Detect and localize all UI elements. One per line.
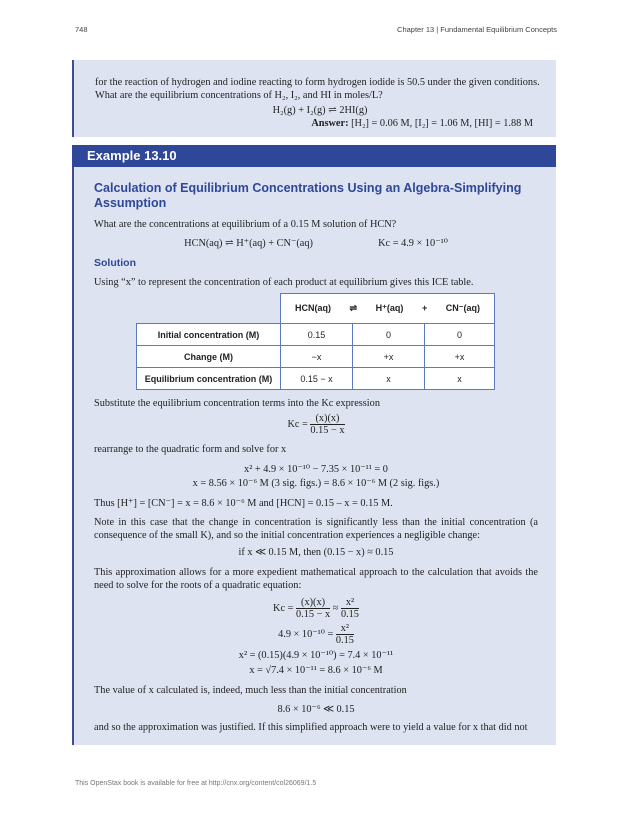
note-text: Note in this case that the change in concentration is significantly less than the initial concentration (a consequence of the small K), and so the initial concentration experiences a negligible change: (94, 517, 538, 541)
ice-cell: 0.15 − x (281, 368, 353, 390)
approximation: if x ≪ 0.15 M, then (0.15 − x) ≈ 0.15 (238, 547, 394, 558)
ice-cell: 0 (425, 324, 495, 346)
ice-header-cell (281, 294, 495, 324)
example-label: Example 13.10 (72, 145, 556, 167)
exercise-answer (95, 117, 545, 130)
answer-label: Answer: (311, 118, 349, 129)
value-text: The value of x calculated is, indeed, much less than the initial concentration (94, 685, 407, 696)
kc-denominator: 0.15 − x (310, 425, 345, 436)
s1-fraction-2 (341, 597, 359, 620)
chapter-header: Chapter 13 | Fundamental Equilibrium Concepts (397, 25, 557, 34)
s2-fraction (336, 623, 354, 646)
kc-fraction (310, 413, 344, 436)
ice-cell: +x (425, 346, 495, 368)
ice-row-label: Change (M) (137, 346, 281, 368)
ice-header-cn: CN⁻(aq) (445, 303, 480, 313)
ice-header-plus: + (421, 303, 428, 313)
ice-table (136, 293, 495, 390)
rearrange-text: rearrange to the quadratic form and solve for x (94, 444, 287, 455)
s1-den1: 0.15 − x (296, 609, 331, 620)
exercise-equation: H₂(g) + I₂(g) ⇌ 2HI(g) (272, 105, 368, 116)
answer-text: [H₂] = 0.06 M, [I₂] = 1.06 M, [HI] = 1.88 M (351, 118, 533, 129)
ice-row-label: Equilibrium concentration (M) (137, 368, 281, 390)
ice-row-equilibrium (137, 368, 495, 390)
ice-cell: 0.15 (281, 324, 353, 346)
ice-header-h: H⁺(aq) (375, 303, 404, 313)
s1-num1: (x)(x) (296, 597, 330, 609)
s1-fraction-1 (296, 597, 330, 620)
ice-cell: +x (353, 346, 425, 368)
ice-row-initial (137, 324, 495, 346)
reaction-equation (94, 237, 538, 249)
comparison: 8.6 × 10⁻⁶ ≪ 0.15 (277, 704, 355, 715)
simplified-step-2 (94, 623, 538, 646)
ice-intro: Using “x” to represent the concentration of each product at equilibrium gives this ICE table. (94, 277, 474, 288)
s1-approx-sign: ≈ (332, 602, 339, 614)
last-text: and so the approximation was justified. If this simplified approach were to yield a value for x that did not (94, 722, 528, 733)
s2-left: 4.9 × 10⁻¹⁰ = (278, 628, 334, 640)
s1-den2: 0.15 (340, 609, 359, 620)
footer: This OpenStax book is available for free at http://cnx.org/content/col26069/1.5 (75, 780, 317, 787)
solution-heading: Solution (94, 257, 136, 269)
ice-cell: x (353, 368, 425, 390)
allows-text: This approximation allows for a more expedient mathematical approach to the calculation that avoids the need to solve for the roots of a quadratic equation: (94, 567, 538, 591)
ice-row-change (137, 346, 495, 368)
s2-den: 0.15 (335, 635, 354, 646)
thus-text: Thus [H⁺] = [CN⁻] = x = 8.6 × 10⁻⁶ M and [HCN] = 0.15 – x = 0.15 M. (94, 498, 393, 509)
quadratic-solution: x = 8.56 × 10⁻⁶ M (3 sig. figs.) = 8.6 × 10⁻⁶ M (2 sig. figs.) (192, 478, 440, 489)
kc-expression (94, 413, 538, 436)
ice-header-hcn: HCN(aq) (295, 303, 331, 313)
kc-value: Kc = 4.9 × 10⁻¹⁰ (378, 238, 448, 249)
kc-numerator: (x)(x) (310, 413, 344, 425)
quadratic-equation: x² + 4.9 × 10⁻¹⁰ − 7.35 × 10⁻¹¹ = 0 (244, 464, 388, 475)
ice-header-arrow: ⇌ (349, 303, 358, 313)
s2-num: x² (336, 623, 354, 635)
ice-row-label: Initial concentration (M) (137, 324, 281, 346)
simplified-step-3: x² = (0.15)(4.9 × 10⁻¹⁰) = 7.4 × 10⁻¹¹ (238, 650, 394, 661)
page-number: 748 (75, 25, 88, 34)
previous-exercise-text (95, 76, 545, 130)
substitute-text: Substitute the equilibrium concentration terms into the Kc expression (94, 398, 380, 409)
exercise-question: for the reaction of hydrogen and iodine reacting to form hydrogen iodide is 50.5 under the given conditions. What are the equilibrium concentrations of H₂, I₂, and HI in moles/L? (95, 77, 540, 101)
example-title: Calculation of Equilibrium Concentrations Using an Algebra-Simplifying Assumption (94, 181, 522, 210)
s1-left: Kc = (273, 602, 294, 614)
simplified-step-4: x = √7.4 × 10⁻¹¹ = 8.6 × 10⁻⁶ M (249, 665, 383, 676)
ice-header-row (137, 294, 495, 324)
kc-expr-left: Kc = (287, 418, 308, 430)
example-question: What are the concentrations at equilibrium of a 0.15 M solution of HCN? (94, 219, 397, 230)
ice-cell: −x (281, 346, 353, 368)
ice-cell: 0 (353, 324, 425, 346)
ice-cell: x (425, 368, 495, 390)
simplified-kc (94, 597, 538, 620)
previous-exercise-box (72, 60, 556, 137)
reaction-text: HCN(aq) ⇌ H⁺(aq) + CN⁻(aq) (184, 238, 313, 249)
s1-num2: x² (341, 597, 359, 609)
